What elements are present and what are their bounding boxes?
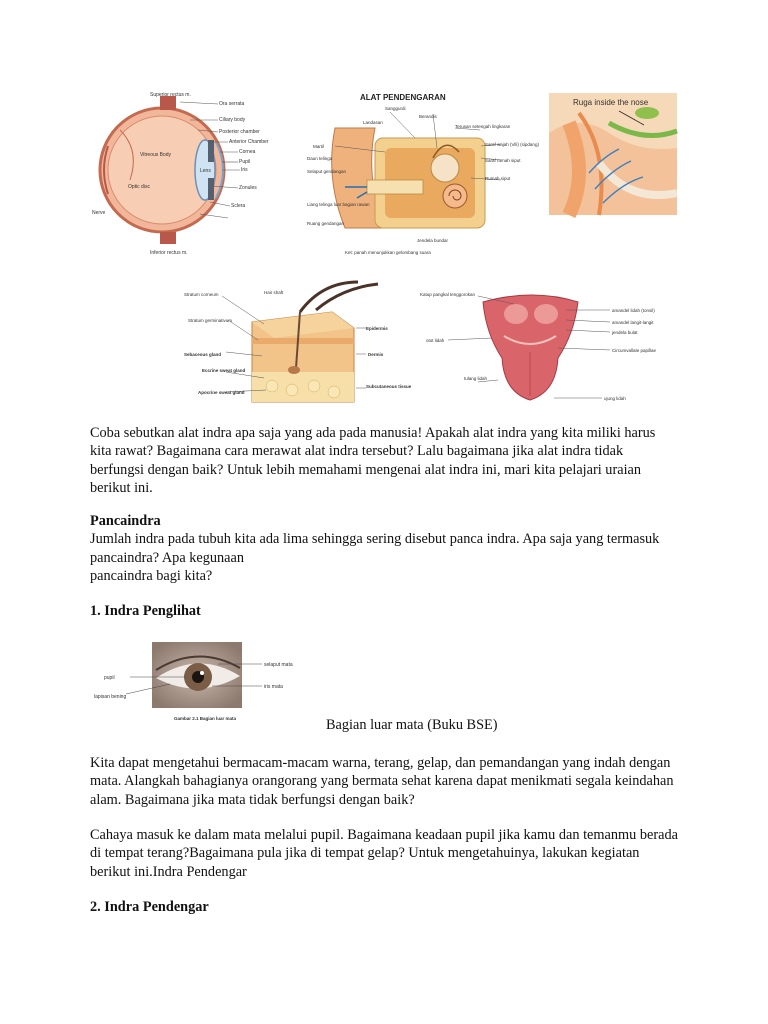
ear-label-6: Selaput gendangan xyxy=(307,169,347,174)
ear-anatomy-diagram xyxy=(305,88,540,260)
ear-label-0: Sanggurdi xyxy=(385,106,406,111)
eye-paragraph-2-text: Cahaya masuk ke dalam mata melalui pupil. Bagaimana keadaan pupil jika kamu dan temanmu berada di tempat terang?Bagaimana pula jika di tempat gelap? Untuk mengetahuinya, lakukan kegiatan berikut ini.Indra Pendengar xyxy=(90,827,678,880)
outer-eye-label-1: selaput mata xyxy=(264,662,293,668)
eye-label-9: Sclera xyxy=(231,203,246,209)
ear-diagram-title: ALAT PENDENGARAN xyxy=(360,93,446,102)
eye-anatomy-diagram xyxy=(90,90,290,260)
skin-label-2: Sebaceous gland xyxy=(184,352,222,357)
eye-figure-caption: Bagian luar mata (Buku BSE) xyxy=(326,717,498,733)
heading-indra-pendengar: 2. Indra Pendengar xyxy=(90,899,209,915)
eye-label-7: Iris xyxy=(241,167,248,173)
outer-eye-figure-caption: Gambar 2.1 Bagian luar mata xyxy=(174,716,237,721)
ear-label-10: Liang telinga luar bagian rawan xyxy=(307,202,370,207)
eye-label-1: Ora serrata xyxy=(219,101,245,107)
pancaindra-section xyxy=(90,512,680,586)
nose-anatomy-diagram xyxy=(549,93,677,215)
ear-label-12: Jendela bundar xyxy=(417,238,449,243)
outer-eye-label-3: iris mata xyxy=(264,684,283,690)
skin-label-3: Eccrine sweat gland xyxy=(202,368,246,373)
nose-label: Ruga inside the nose xyxy=(573,98,649,107)
tongue-anatomy-diagram xyxy=(418,288,678,403)
eye-label-4: Anterior Chamber xyxy=(229,139,269,145)
skin-label-0: Stratum corneum xyxy=(184,292,219,297)
eye-label-6: Pupil xyxy=(239,159,251,165)
tongue-label-1: amandel lidah (tonsil) xyxy=(612,308,655,313)
tongue-label-4: Circumvallate papillae xyxy=(612,348,657,353)
tongue-label-7: ujung lidah xyxy=(604,396,626,401)
skin-label-6: Epidermis xyxy=(366,326,388,331)
eye-label-3: Posterior chamber xyxy=(219,129,260,135)
eye-label-5: Cornea xyxy=(239,149,256,155)
intro-paragraph xyxy=(90,424,680,498)
tongue-label-6: otot lidah xyxy=(426,338,445,343)
skin-label-5: Hair shaft xyxy=(264,290,284,295)
intro-text: Coba sebutkan alat indra apa saja yang ada pada manusia! Apakah alat indra yang kita miliki harus kita rawat? Bagaimana cara merawat alat indra tersebut? Lalu bagaimana jika alat indra tidak berfungsi dengan baik? Untuk lebih memahami mengenai alat indra ini, mari kita pelajari uraian berikut ini. xyxy=(90,425,656,497)
skin-label-7: Dermis xyxy=(368,352,384,357)
skin-label-8: Subcutaneous tissue xyxy=(366,384,412,389)
eye-label-12: Optic disc xyxy=(128,184,150,190)
eye-label-2: Ciliary body xyxy=(219,117,246,123)
ear-diagram-caption: Ket: panah menunjukkan gelombang suara xyxy=(345,250,431,255)
tongue-label-5: tulang lidah xyxy=(464,376,488,381)
outer-eye-figure xyxy=(90,640,318,724)
eye-paragraph-1 xyxy=(90,754,680,809)
ear-label-9: Rumah siput xyxy=(485,176,511,181)
eye-label-0: Superior rectus m. xyxy=(150,92,191,98)
tongue-label-3: jendela bulat xyxy=(612,330,638,335)
heading-indra-penglihat: 1. Indra Penglihat xyxy=(90,603,201,619)
ear-label-11: Ruang gendangan xyxy=(307,221,345,226)
ear-label-1: Landasan xyxy=(363,120,383,125)
eye-label-13: Nerve xyxy=(92,210,106,216)
outer-eye-label-2: lapisan bening xyxy=(94,694,127,700)
eye-label-11: Lens xyxy=(200,168,211,174)
tongue-label-2: amandel langit-langit xyxy=(612,320,654,325)
eye-label-8: Zonules xyxy=(239,185,257,191)
skin-label-4: Apocrine sweat gland xyxy=(198,390,245,395)
section-heading-2 xyxy=(90,898,680,916)
skin-label-1: Stratum germinativum xyxy=(188,318,233,323)
tongue-label-0: Katup pangkal tenggorokan xyxy=(420,292,476,297)
eye-paragraph-2 xyxy=(90,826,680,881)
ear-label-4: Martil xyxy=(313,144,324,149)
pancaindra-text-1: Jumlah indra pada tubuh kita ada lima sehingga sering disebut panca indra. Apa saja yang termasuk pancaindra? Apa kegunaan xyxy=(90,531,660,566)
eye-label-14: Inferior rectus m. xyxy=(150,250,188,256)
pancaindra-heading: Pancaindra xyxy=(90,513,161,529)
ear-label-3: Terusan setengah lingkaran xyxy=(455,124,511,129)
section-heading-1 xyxy=(90,602,680,620)
eye-label-10: Vitreous Body xyxy=(140,152,172,158)
ear-label-2: Berandis xyxy=(419,114,437,119)
outer-eye-label-0: pupil xyxy=(104,675,115,681)
skin-anatomy-diagram xyxy=(182,282,412,402)
eye-paragraph-1-text: Kita dapat mengetahui bermacam-macam warna, terang, gelap, dan pemandangan yang indah dengan mata. Alangkah bahagianya orangorang yang bermata sehat karena dapat menikmati segala keindahan alam. Bagaimana jika mata tidak berfungsi dengan baik? xyxy=(90,755,674,808)
ear-label-7: Saraf wajah (Vili) (sipdang) xyxy=(485,142,539,147)
pancaindra-text-2: pancaindra bagi kita? xyxy=(90,568,213,585)
ear-label-5: Daun telinga xyxy=(307,156,333,161)
ear-label-8: Saraf rumah siput xyxy=(485,158,521,163)
